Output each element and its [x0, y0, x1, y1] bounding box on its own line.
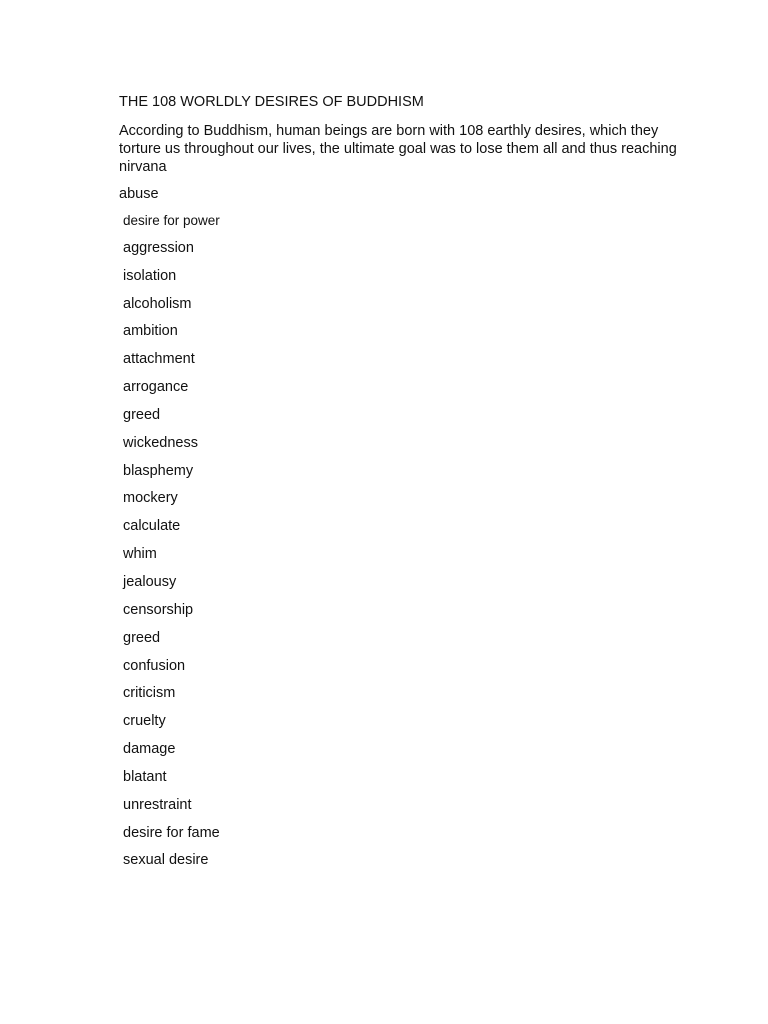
desire-item: attachment	[123, 351, 195, 368]
desire-item: censorship	[123, 601, 194, 618]
desire-item: calculate	[123, 518, 181, 535]
desire-item: wickedness	[123, 434, 198, 451]
desire-item: jealousy	[123, 573, 177, 590]
desire-list	[123, 212, 220, 880]
desire-item: ambition	[123, 323, 178, 340]
desire-item: alcoholism	[123, 295, 192, 312]
desire-item: aggression	[123, 239, 194, 256]
document-title: THE 108 WORLDLY DESIRES OF BUDDHISM	[119, 94, 424, 110]
desire-item: blatant	[123, 768, 167, 785]
first-desire-item: abuse	[119, 186, 159, 202]
desire-item: sexual desire	[123, 852, 209, 869]
desire-item: unrestraint	[123, 796, 192, 813]
desire-item: mockery	[123, 490, 178, 507]
desire-item: greed	[123, 629, 161, 646]
desire-item: cruelty	[123, 713, 166, 730]
desire-item: criticism	[123, 685, 176, 702]
desire-item: desire for fame	[123, 824, 220, 841]
desire-item: arrogance	[123, 379, 189, 396]
desire-item: desire for power	[123, 213, 220, 228]
desire-item: greed	[123, 406, 161, 423]
desire-item: confusion	[123, 657, 186, 674]
intro-paragraph: According to Buddhism, human beings are born with 108 earthly desires, which they torture us throughout our lives, the ultimate goal was to lose them all and thus reaching nirvana	[119, 123, 677, 175]
desire-item: isolation	[123, 267, 177, 284]
desire-item: damage	[123, 741, 176, 758]
desire-item: blasphemy	[123, 462, 194, 479]
desire-item: whim	[123, 546, 157, 563]
